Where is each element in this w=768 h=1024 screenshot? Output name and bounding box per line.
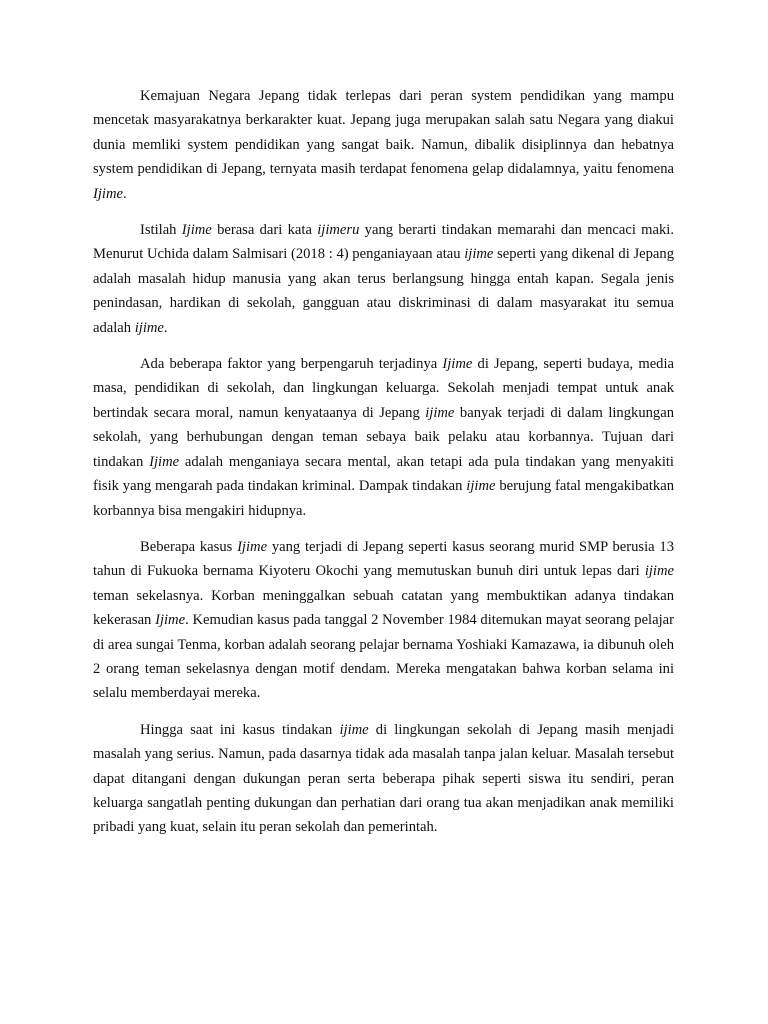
italic-term: Ijime xyxy=(237,538,268,555)
paragraph-2 xyxy=(93,218,674,340)
italic-term: ijime xyxy=(134,319,164,336)
text-run: berasa dari kata xyxy=(211,222,318,239)
paragraph-3 xyxy=(93,352,674,523)
paragraph-5 xyxy=(93,718,674,840)
text-run: Hingga saat ini kasus tindakan xyxy=(140,721,340,738)
paragraph-1 xyxy=(93,84,674,206)
italic-term: ijime xyxy=(425,404,455,421)
paragraph-4 xyxy=(93,535,674,706)
italic-term: ijime xyxy=(466,478,496,495)
text-run: banyak terjadi di dalam lingkungan sekolah, yang berhubungan dengan teman sebaya baik pelaku atau korbannya. Tujuan dari tindakan xyxy=(93,404,674,470)
italic-term: ijimeru xyxy=(317,222,360,239)
text-run: yang berarti tindakan memarahi dan mencaci maki. Menurut Uchida dalam Salmisari (2018 : 4) penganiayaan atau xyxy=(93,222,674,263)
text-run: . xyxy=(163,319,168,336)
text-run: . Kemudian kasus pada tanggal 2 November 1984 ditemukan mayat seorang pelajar di area sungai Tenma, korban adalah seorang pelajar bernama Yoshiaki Kamazawa, ia dibunuh oleh 2 orang teman sekelasnya dengan motif dendam. Mereka mengatakan bahwa korban selama ini selalu memberdayai mereka. xyxy=(93,612,674,702)
italic-term: Ijime xyxy=(442,356,473,373)
italic-term: Ijime xyxy=(155,612,186,629)
text-run: Ada beberapa faktor yang berpengaruh terjadinya xyxy=(140,356,443,373)
text-run: teman sekelasnya. Korban meninggalkan sebuah catatan yang membuktikan adanya tindakan kekerasan xyxy=(93,587,674,629)
italic-term: ijime xyxy=(339,721,369,738)
italic-term: Ijime xyxy=(93,185,123,202)
text-run: . xyxy=(123,185,127,202)
text-run: yang terjadi di Jepang seperti kasus seorang murid SMP berusia 13 tahun di Fukuoka bernama Kiyoteru Okochi yang memutuskan bunuh diri untuk lepas dari xyxy=(93,538,674,580)
text-run: di Jepang, seperti budaya, media masa, pendidikan di sekolah, dan lingkungan keluarga. Sekolah menjadi tempat untuk anak bertindak secara moral, namun kenyataanya di Jepang xyxy=(93,356,674,421)
text-run: Istilah xyxy=(140,222,182,239)
italic-term: Ijime xyxy=(181,222,212,239)
text-run: di lingkungan sekolah di Jepang masih menjadi masalah yang serius. Namun, pada dasarnya tidak ada masalah tanpa jalan keluar. Masalah tersebut dapat ditangani dengan dukungan peran serta beberapa pihak seperti siswa itu sendiri, peran keluarga sangatlah penting dukungan dan perhatian dari orang tua akan menjadikan anak memiliki pribadi yang kuat, selain itu peran sekolah dan pemerintah. xyxy=(93,721,674,836)
text-run: Beberapa kasus xyxy=(140,538,238,555)
italic-term: ijime xyxy=(644,563,674,580)
text-run: Kemajuan Negara Jepang tidak terlepas dari peran system pendidikan yang mampu mencetak masyarakatnya berkarakter kuat. Jepang juga merupakan salah satu Negara yang diakui dunia memliki system pendidikan yang sangat baik. Namun, dibalik disiplinnya dan hebatnya system pendidikan di Jepang, ternyata masih terdapat fenomena gelap didalamnya, yaitu fenomena xyxy=(93,88,674,178)
document-page xyxy=(93,84,674,852)
text-run: seperti yang dikenal di Jepang adalah masalah hidup manusia yang akan terus berlangsung hingga entah kapan. Segala jenis penindasan, hardikan di sekolah, gangguan atau diskriminasi di dalam masyarakat itu semua adalah xyxy=(93,246,674,336)
italic-term: Ijime xyxy=(149,453,180,470)
italic-term: ijime xyxy=(464,246,494,263)
text-run: adalah menganiaya secara mental, akan tetapi ada pula tindakan yang menyakiti fisik yang mengarah pada tindakan kriminal. Dampak tindakan xyxy=(93,453,674,495)
text-run: berujung fatal mengakibatkan korbannya bisa mengakiri hidupnya. xyxy=(93,478,674,519)
